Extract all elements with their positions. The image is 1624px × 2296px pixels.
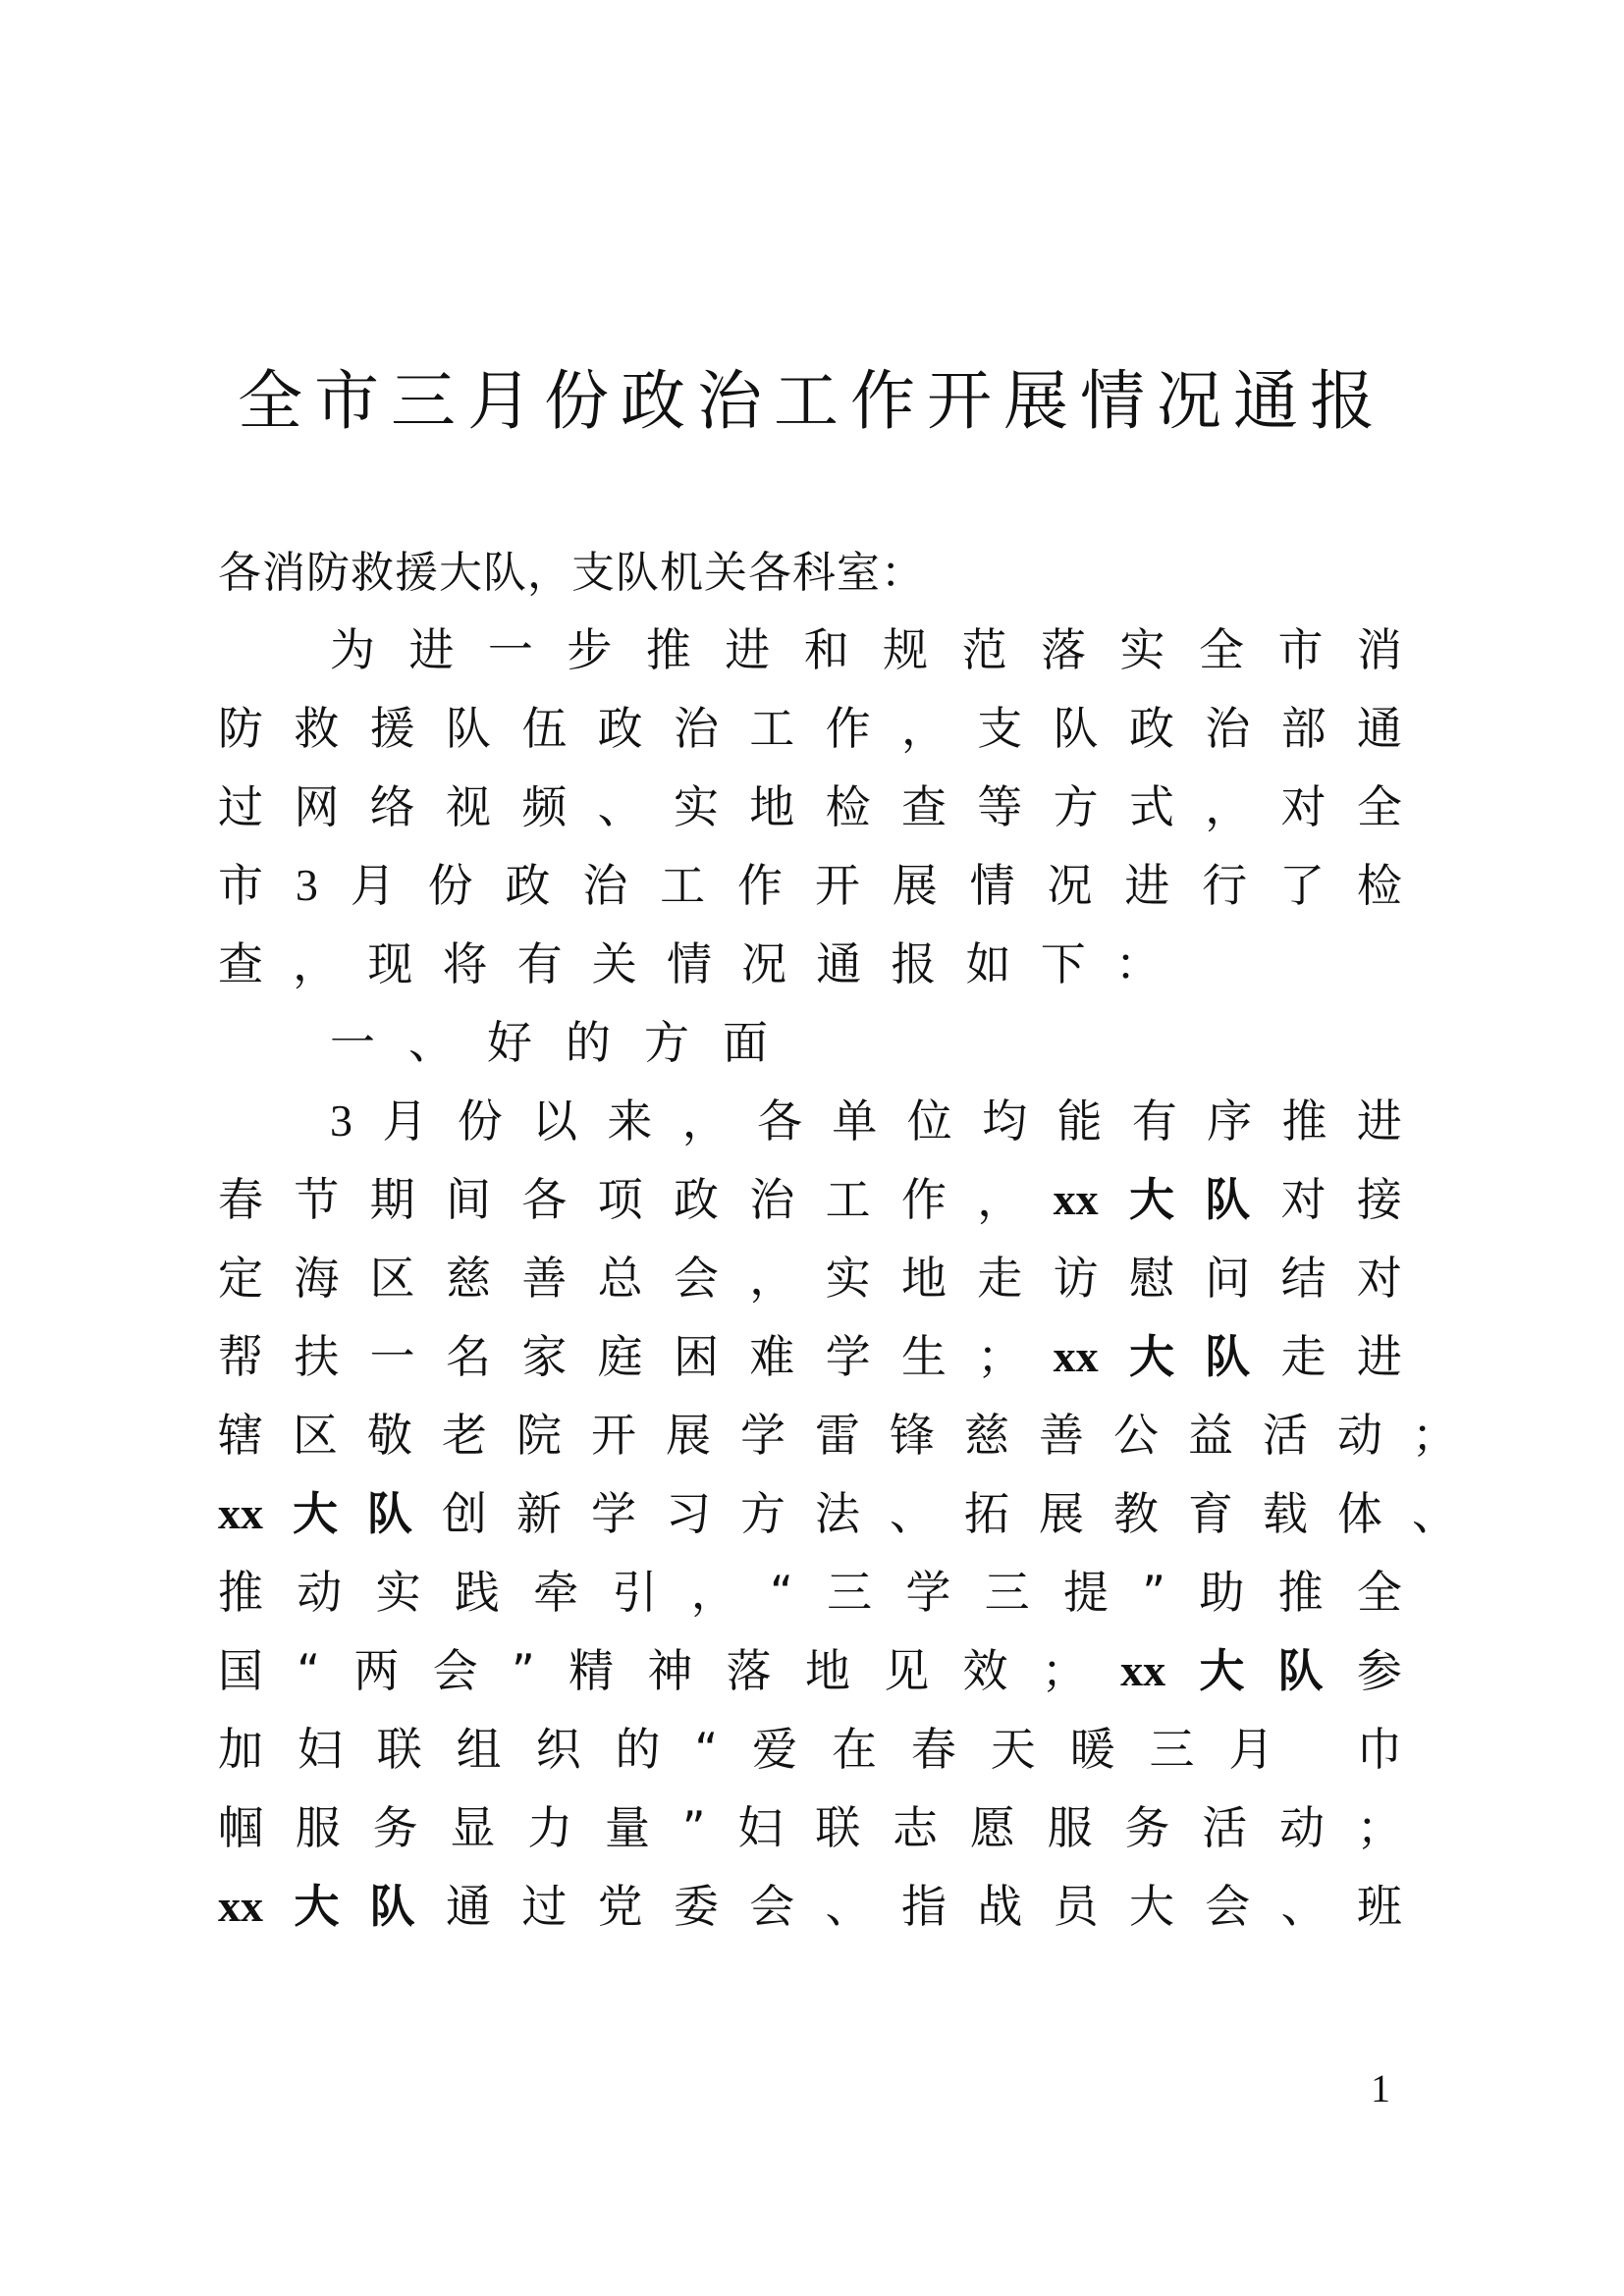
text-char: “: [769, 1566, 793, 1619]
text-char: ，: [749, 1252, 795, 1305]
text-char: ；: [977, 1330, 1023, 1383]
text-char: 络: [369, 780, 415, 833]
text-char: 会: [432, 1644, 478, 1697]
text-char: 情: [969, 859, 1015, 912]
text-char: 均: [982, 1095, 1028, 1148]
text-char: 队: [1205, 1173, 1251, 1226]
text-char: 队: [367, 1487, 412, 1540]
text-char: 拓: [964, 1487, 1009, 1540]
body-line: [218, 1879, 1402, 1934]
text-char: 进: [1356, 1330, 1402, 1383]
text-char: 会: [749, 1880, 795, 1933]
text-char: ，: [681, 1095, 728, 1148]
text-char: 通: [445, 1880, 491, 1933]
body-line: [218, 1251, 1402, 1306]
text-char: 展: [666, 1409, 711, 1462]
text-char: 难: [749, 1330, 795, 1383]
text-char: 两: [353, 1644, 400, 1697]
text-char: 党: [597, 1880, 643, 1933]
text-char: 关: [591, 937, 637, 990]
text-char: 暖: [1069, 1723, 1115, 1776]
text-char: 三: [1149, 1723, 1195, 1776]
text-char: 引: [612, 1566, 658, 1619]
text-char: “: [694, 1723, 719, 1776]
text-char: 防: [218, 702, 263, 755]
text-char: 市: [1277, 623, 1324, 676]
text-char: 问: [1205, 1252, 1251, 1305]
text-char: 方: [740, 1487, 785, 1540]
text-char: ，: [690, 1566, 736, 1619]
body-line: [218, 1643, 1402, 1698]
text-char: 作: [737, 859, 784, 912]
text-char: 新: [516, 1487, 562, 1540]
text-char: 工: [660, 859, 706, 912]
text-char: 学: [905, 1566, 951, 1619]
text-char: 战: [977, 1880, 1023, 1933]
text-char: 对: [1356, 1252, 1402, 1305]
text-char: ，: [977, 1173, 1023, 1226]
text-char: 益: [1188, 1409, 1233, 1462]
text-char: 动: [1337, 1409, 1382, 1462]
text-char: 载: [1263, 1487, 1308, 1540]
document-title: 全市三月份政治工作开展情况通报: [238, 363, 1386, 440]
text-char: 面: [723, 1016, 768, 1069]
body-line: [218, 1172, 1402, 1227]
text-char: ；: [1356, 1801, 1402, 1854]
text-char: 家: [521, 1330, 568, 1383]
text-char: 困: [673, 1330, 719, 1383]
text-char: 接: [1356, 1173, 1402, 1226]
text-char: ，: [900, 702, 947, 755]
text-char: 大: [1128, 1330, 1174, 1383]
text-char: 海: [294, 1252, 340, 1305]
text-char: 步: [567, 623, 613, 676]
text-char: 教: [1113, 1487, 1159, 1540]
text-char: 全: [1198, 623, 1244, 676]
text-char: 三: [827, 1566, 873, 1619]
text-char: 位: [906, 1095, 952, 1148]
text-char: 对: [1280, 780, 1326, 833]
text-char: ；: [1412, 1409, 1457, 1462]
text-char: 情: [666, 937, 712, 990]
text-char: 见: [884, 1644, 930, 1697]
text-char: 、: [597, 780, 643, 833]
text-char: 在: [831, 1723, 877, 1776]
text-char: 力: [527, 1801, 573, 1854]
text-char: 了: [1279, 859, 1326, 912]
text-char: ；: [1041, 1644, 1087, 1697]
text-char: 治: [749, 1173, 795, 1226]
text-char: 实: [375, 1566, 421, 1619]
text-char: 全: [1356, 780, 1402, 833]
text-char: 大: [294, 1880, 340, 1933]
text-char: 队: [1277, 1644, 1324, 1697]
text-char: 加: [218, 1723, 263, 1776]
text-char: 方: [644, 1016, 689, 1069]
text-char: 、: [890, 1487, 935, 1540]
text-char: 实: [673, 780, 719, 833]
text-char: 务: [1124, 1801, 1170, 1854]
text-char: 3: [330, 1095, 352, 1146]
text-char: 天: [990, 1723, 1036, 1776]
text-char: 动: [1279, 1801, 1325, 1854]
text-char: 地: [749, 780, 795, 833]
text-char: 现: [367, 937, 413, 990]
text-char: 活: [1202, 1801, 1248, 1854]
text-char: 辖: [218, 1409, 263, 1462]
page-number: 1: [1371, 2066, 1390, 2110]
text-char: 走: [1280, 1330, 1326, 1383]
text-char: 牵: [533, 1566, 579, 1619]
text-char: 查: [900, 780, 947, 833]
text-char: 进: [1124, 859, 1170, 912]
text-char: 月: [382, 1095, 428, 1148]
text-char: 三: [984, 1566, 1030, 1619]
text-char: 过: [218, 780, 263, 833]
text-char: 展: [1039, 1487, 1084, 1540]
text-char: 推: [1277, 1566, 1324, 1619]
text-char: 频: [521, 780, 568, 833]
text-char: 序: [1207, 1095, 1253, 1148]
text-char: 方: [1053, 780, 1099, 833]
text-char: 院: [516, 1409, 562, 1462]
text-char: 进: [408, 623, 455, 676]
section-heading: [330, 1015, 768, 1070]
text-char: ，: [1205, 780, 1251, 833]
text-char: 帮: [218, 1330, 263, 1383]
text-char: 规: [883, 623, 929, 676]
body-line: [218, 1800, 1402, 1855]
text-char: 定: [218, 1252, 263, 1305]
text-char: 报: [891, 937, 937, 990]
text-char: 式: [1128, 780, 1174, 833]
text-char: 推: [218, 1566, 263, 1619]
salutation: 各消防救援大队，支队机关各科室：: [218, 548, 925, 598]
text-char: 落: [726, 1644, 772, 1697]
text-char: 锋: [890, 1409, 935, 1462]
text-char: 服: [295, 1801, 341, 1854]
text-char: ：: [1114, 937, 1161, 990]
text-char: 效: [962, 1644, 1008, 1697]
text-char: 育: [1188, 1487, 1233, 1540]
text-char: 联: [376, 1723, 422, 1776]
body-line: [218, 1722, 1402, 1777]
text-char: 行: [1202, 859, 1248, 912]
text-char: 视: [445, 780, 491, 833]
text-char: 、: [1280, 1880, 1326, 1933]
text-char: 大: [1128, 1880, 1174, 1933]
text-char: 、: [825, 1880, 871, 1933]
text-char: 好: [487, 1016, 532, 1069]
text-char: 妇: [297, 1723, 343, 1776]
text-char: 员: [1053, 1880, 1099, 1933]
text-char: 治: [1205, 702, 1251, 755]
text-char: 参: [1356, 1644, 1402, 1697]
text-char: 量: [604, 1801, 650, 1854]
text-char: 单: [832, 1095, 878, 1148]
text-char: 作: [900, 1173, 947, 1226]
text-char: 一: [369, 1330, 415, 1383]
text-char: 过: [521, 1880, 568, 1933]
text-char: 妇: [737, 1801, 784, 1854]
text-char: 作: [825, 702, 871, 755]
text-char: 如: [965, 937, 1011, 990]
body-line: [330, 622, 1402, 677]
text-char: 春: [218, 1173, 263, 1226]
text-char: “: [297, 1644, 321, 1697]
text-char: 开: [814, 859, 860, 912]
text-char: 全: [1356, 1566, 1402, 1619]
text-char: 通: [816, 937, 862, 990]
text-char: 助: [1199, 1566, 1245, 1619]
text-char: 动: [297, 1566, 343, 1619]
text-char: 救: [294, 702, 340, 755]
text-char: 等: [977, 780, 1023, 833]
text-char: 3: [295, 860, 318, 910]
text-char: 支: [977, 702, 1023, 755]
text-char: 间: [445, 1173, 491, 1226]
text-char: 学: [740, 1409, 785, 1462]
text-char: 开: [591, 1409, 636, 1462]
text-char: 份: [457, 1095, 503, 1148]
text-char: 为: [330, 623, 375, 676]
text-char: xx: [218, 1881, 263, 1931]
text-char: 期: [369, 1173, 415, 1226]
body-line: [218, 936, 1161, 991]
text-char: 结: [1280, 1252, 1326, 1305]
text-char: 活: [1263, 1409, 1308, 1462]
text-char: 进: [725, 623, 771, 676]
text-char: 善: [521, 1252, 568, 1305]
text-char: 推: [1281, 1095, 1327, 1148]
text-char: 老: [442, 1409, 487, 1462]
text-char: 况: [741, 937, 787, 990]
body-line: [218, 1486, 1457, 1541]
text-char: 政: [505, 859, 551, 912]
text-char: 爱: [752, 1723, 798, 1776]
text-char: 名: [445, 1330, 491, 1383]
text-char: 推: [645, 623, 691, 676]
text-char: 体: [1337, 1487, 1382, 1540]
text-char: 队: [445, 702, 491, 755]
text-char: 政: [597, 702, 643, 755]
text-char: xx: [1053, 1331, 1099, 1381]
text-char: 消: [1356, 623, 1402, 676]
text-char: 政: [673, 1173, 719, 1226]
text-char: 委: [673, 1880, 719, 1933]
text-char: 春: [910, 1723, 956, 1776]
text-char: 法: [815, 1487, 860, 1540]
text-char: 班: [1356, 1880, 1402, 1933]
text-char: 走: [977, 1252, 1023, 1305]
text-char: ”: [511, 1644, 535, 1697]
text-char: 公: [1113, 1409, 1159, 1462]
text-char: 网: [294, 780, 340, 833]
text-char: xx: [218, 1488, 263, 1538]
text-char: 治: [673, 702, 719, 755]
text-char: 扶: [294, 1330, 340, 1383]
text-char: 地: [900, 1252, 947, 1305]
text-char: 帼: [218, 1801, 263, 1854]
text-char: 月: [1228, 1723, 1274, 1776]
text-char: 有: [1131, 1095, 1177, 1148]
text-char: 慰: [1128, 1252, 1174, 1305]
text-char: 节: [294, 1173, 340, 1226]
text-char: 展: [892, 859, 938, 912]
text-char: 庭: [597, 1330, 643, 1383]
text-char: 务: [372, 1801, 418, 1854]
text-char: 项: [597, 1173, 643, 1226]
body-line: [218, 858, 1402, 913]
text-char: 通: [1356, 702, 1402, 755]
text-char: 将: [442, 937, 488, 990]
text-char: 下: [1040, 937, 1086, 990]
text-char: 愿: [969, 1801, 1015, 1854]
text-char: 践: [454, 1566, 500, 1619]
text-char: 市: [218, 859, 263, 912]
text-char: 区: [293, 1409, 338, 1462]
text-char: 织: [535, 1723, 581, 1776]
text-char: 联: [815, 1801, 861, 1854]
text-char: 创: [442, 1487, 487, 1540]
text-char: 工: [749, 702, 795, 755]
text-char: 援: [369, 702, 415, 755]
text-char: 各: [757, 1095, 803, 1148]
text-char: xx: [1120, 1645, 1166, 1695]
text-char: 提: [1062, 1566, 1109, 1619]
text-char: 况: [1047, 859, 1093, 912]
text-char: 组: [456, 1723, 502, 1776]
text-char: 善: [1039, 1409, 1084, 1462]
body-line: [218, 1408, 1457, 1463]
text-char: 各: [521, 1173, 568, 1226]
body-line: [218, 779, 1402, 834]
text-char: 一: [487, 623, 533, 676]
text-char: 队: [1205, 1330, 1251, 1383]
text-char: 部: [1280, 702, 1326, 755]
text-char: 会: [1205, 1880, 1251, 1933]
text-char: 治: [582, 859, 628, 912]
text-char: 学: [591, 1487, 636, 1540]
body-line: [218, 701, 1402, 756]
text-char: 总: [597, 1252, 643, 1305]
text-char: 地: [804, 1644, 850, 1697]
text-char: 范: [961, 623, 1007, 676]
text-char: 雷: [815, 1409, 860, 1462]
text-char: 国: [218, 1644, 263, 1697]
text-char: 一: [330, 1016, 375, 1069]
text-char: 、: [408, 1016, 454, 1069]
text-char: 能: [1056, 1095, 1103, 1148]
text-char: 的: [566, 1016, 611, 1069]
text-char: 来: [607, 1095, 653, 1148]
text-char: 份: [427, 859, 473, 912]
text-char: 有: [516, 937, 563, 990]
text-char: 慈: [445, 1252, 491, 1305]
text-char: ”: [681, 1801, 706, 1854]
text-char: 实: [825, 1252, 871, 1305]
text-char: 会: [673, 1252, 719, 1305]
text-char: 精: [568, 1644, 615, 1697]
text-char: 大: [1199, 1644, 1245, 1697]
text-char: 神: [647, 1644, 693, 1697]
text-char: 访: [1053, 1252, 1099, 1305]
text-char: 的: [615, 1723, 661, 1776]
text-char: 服: [1047, 1801, 1093, 1854]
text-char: 政: [1128, 702, 1174, 755]
text-char: 队: [1053, 702, 1099, 755]
text-char: 巾: [1356, 1723, 1402, 1776]
text-char: [1308, 1727, 1323, 1772]
text-char: 显: [450, 1801, 496, 1854]
body-line: [218, 1565, 1402, 1620]
text-char: 落: [1041, 623, 1087, 676]
text-char: ”: [1142, 1566, 1166, 1619]
text-char: 大: [293, 1487, 338, 1540]
text-char: 检: [1356, 859, 1402, 912]
text-char: 生: [900, 1330, 947, 1383]
text-char: 对: [1280, 1173, 1326, 1226]
text-char: xx: [1053, 1174, 1099, 1224]
body-line: [330, 1094, 1402, 1148]
text-char: 实: [1119, 623, 1165, 676]
text-char: 学: [825, 1330, 871, 1383]
text-char: 、: [1412, 1487, 1457, 1540]
body-line: [218, 1329, 1402, 1384]
text-char: 大: [1128, 1173, 1174, 1226]
text-char: 慈: [964, 1409, 1009, 1462]
text-char: 习: [666, 1487, 711, 1540]
text-char: 和: [803, 623, 849, 676]
text-char: 区: [369, 1252, 415, 1305]
text-char: 工: [825, 1173, 871, 1226]
text-char: 检: [825, 780, 871, 833]
text-char: 以: [532, 1095, 578, 1148]
text-char: 查: [218, 937, 263, 990]
text-char: 敬: [367, 1409, 412, 1462]
text-char: ，: [293, 937, 339, 990]
text-char: 指: [900, 1880, 947, 1933]
text-char: 月: [350, 859, 396, 912]
text-char: 进: [1356, 1095, 1402, 1148]
text-char: 队: [369, 1880, 415, 1933]
text-char: 志: [893, 1801, 939, 1854]
text-char: 伍: [521, 702, 568, 755]
